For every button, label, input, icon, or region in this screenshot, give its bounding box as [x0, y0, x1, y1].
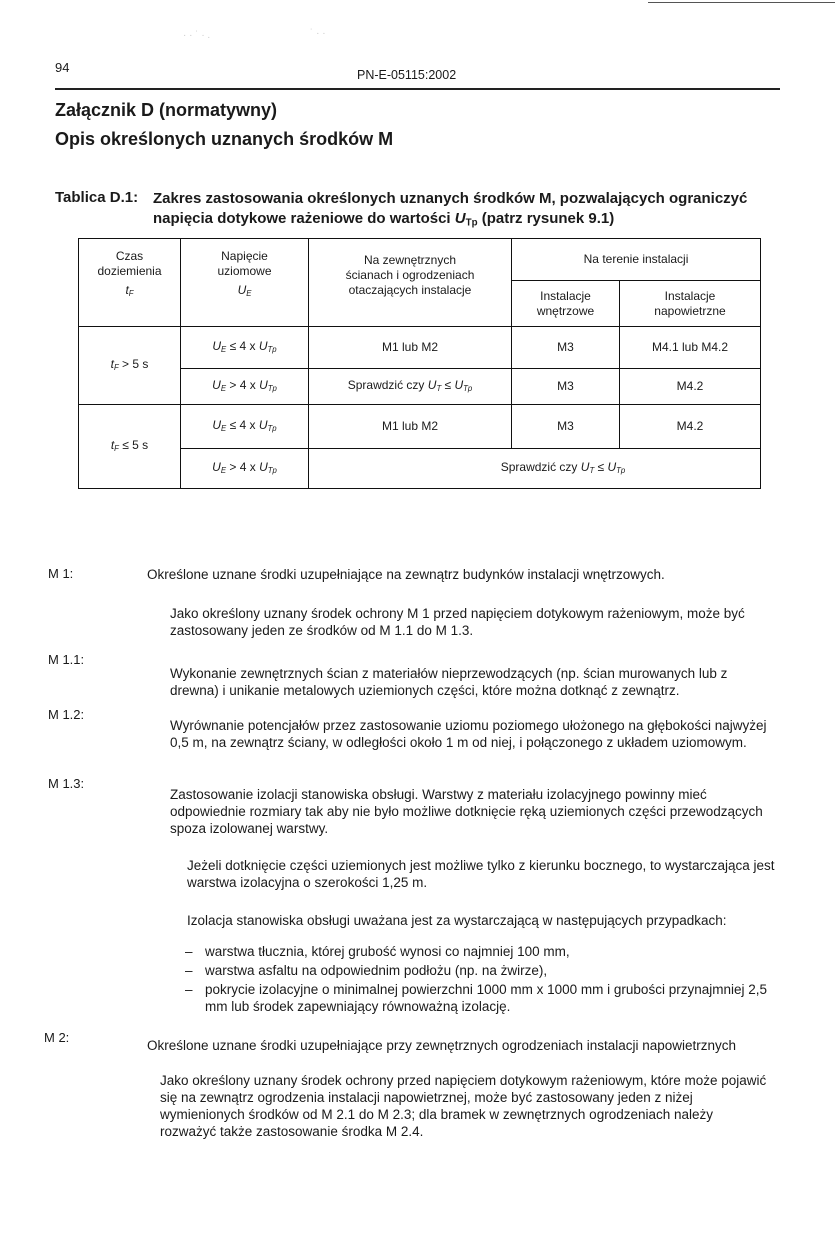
measures-table	[78, 238, 761, 489]
voltage-condition-cell: $U_E > 4$ x $U_{Tp}$	[181, 369, 309, 405]
header-instalacje-napowietrzne: Instalacje napowietrzne	[620, 281, 761, 327]
section-heading-m1: Określone uznane środki uzupełniające na zewnątrz budynków instalacji wnętrzowych.	[147, 567, 665, 582]
paragraph-m1-2: Wyrównanie potencjałów przez zastosowanie uziomu poziomego ułożonego na głębokości najwyżej 0,5 m, na zewnątrz ściany, w odległości około 1 m od niej, i połączonego z układem uziomowym.	[170, 718, 767, 750]
merged-check-cell: Sprawdzić czy $U_T \le U_{Tp}$	[309, 449, 761, 489]
outdoor-measure-cell: M4.2	[620, 405, 761, 449]
document-code: PN-E-05115:2002	[357, 68, 457, 82]
header-instalacje-wnetrzowe: Instalacje wnętrzowe	[512, 281, 620, 327]
header-teren-instalacji: Na terenie instalacji	[512, 239, 761, 281]
section-label-m1-2: M 1.2:	[48, 707, 85, 722]
table-row	[79, 405, 761, 449]
walls-measure-cell: Sprawdzić czy $U_T \le U_{Tp}$	[309, 369, 512, 405]
section-label-m2: M 2:	[44, 1030, 70, 1045]
list-item: – pokrycie izolacyjne o minimalnej powierzchni 1000 mm x 1000 mm i grubości przynajmniej 2,5 mm lub środek zapewniający równoważną izolację.	[185, 982, 767, 1014]
header-rule	[55, 88, 780, 90]
paragraph-m1-3-cases: Izolacja stanowiska obsługi uważana jest za wystarczającą w następujących przypadkach:	[187, 913, 727, 928]
list-item: – warstwa tłucznia, której grubość wynosi co najmniej 100 mm,	[185, 944, 570, 959]
scan-speckle: · · ˙ · .	[183, 30, 211, 41]
section-label-m1: M 1:	[48, 566, 74, 581]
indoor-measure-cell: M3	[512, 369, 620, 405]
scan-top-edge-line	[648, 2, 835, 3]
section-label-m1-1: M 1.1:	[48, 652, 85, 667]
walls-measure-cell: M1 lub M2	[309, 405, 512, 449]
section-heading-m2: Określone uznane środki uzupełniające przy zewnętrznych ogrodzeniach instalacji napowietrznych	[147, 1038, 737, 1053]
voltage-condition-cell: $U_E \le 4$ x $U_{Tp}$	[181, 405, 309, 449]
paragraph-m2-intro: Jako określony uznany środek ochrony przed napięciem dotykowym rażeniowym, które może pojawić się na zewnątrz ogrodzenia instalacji napowietrznej, może być zastosowany jeden z niżej wymienionych środków od M 2.1 do M 2.3; dla bramek w zewnętrznych ogrodzeniach należy rozważyć także zastosowanie środka M 2.4.	[160, 1073, 767, 1139]
section-label-m1-3: M 1.3:	[48, 776, 85, 791]
outdoor-measure-cell: M4.2	[620, 369, 761, 405]
paragraph-m1-1: Wykonanie zewnętrznych ścian z materiałów nieprzewodzących (np. ścian murowanych lub z drewna) i unikanie metalowych uziemionych części, które można dotknąć z zewnątrz.	[170, 666, 728, 698]
paragraph-m1-3-lateral: Jeżeli dotknięcie części uziemionych jest możliwe tylko z kierunku bocznego, to wystarczająca jest warstwa izolacyjna o szerokości 1,25 m.	[187, 858, 775, 890]
table-caption: Zakres zastosowania określonych uznanych środków M, pozwalających ograniczyć napięcia dotykowe rażeniowe do wartości $U_{Tp}$ (patrz rysunek 9.1)	[153, 190, 748, 229]
page-number: 94	[55, 60, 70, 75]
header-napiecie-uziomowe: Napięcie uziomowe $U_E$	[181, 239, 309, 327]
list-item: – warstwa asfaltu na odpowiednim podłożu (np. na żwirze),	[185, 963, 548, 978]
header-zewnetrzne-sciany: Na zewnętrznych ścianach i ogrodzeniach otaczających instalacje	[309, 239, 512, 327]
table-label: Tablica D.1:	[55, 189, 139, 206]
annex-title: Załącznik D (normatywny)	[55, 100, 278, 120]
walls-measure-cell: M1 lub M2	[309, 327, 512, 369]
annex-subtitle: Opis określonych uznanych środków M	[55, 129, 394, 149]
scan-speckle: ˙ · ·	[310, 28, 326, 39]
table-row	[79, 449, 761, 489]
table-row	[79, 327, 761, 369]
voltage-condition-cell: $U_E \le 4$ x $U_{Tp}$	[181, 327, 309, 369]
table-row	[79, 369, 761, 405]
time-condition-cell: $t_F > 5$ s	[79, 327, 181, 405]
paragraph-m1-intro: Jako określony uznany środek ochrony M 1 przed napięciem dotykowym rażeniowym, może być zastosowany jeden ze środków od M 1.1 do M 1.3.	[170, 606, 745, 638]
header-czas-doziemienia: Czas doziemienia $t_F$	[79, 239, 181, 327]
voltage-condition-cell: $U_E > 4$ x $U_{Tp}$	[181, 449, 309, 489]
time-condition-cell: $t_F \le 5$ s	[79, 405, 181, 489]
indoor-measure-cell: M3	[512, 405, 620, 449]
paragraph-m1-3: Zastosowanie izolacji stanowiska obsługi. Warstwy z materiału izolacyjnego powinny mieć odpowiednie rozmiary tak aby nie było możliwe dotknięcie ręką uziemionych części przewodzących spoza izolowanej warstwy.	[170, 787, 763, 836]
indoor-measure-cell: M3	[512, 327, 620, 369]
outdoor-measure-cell: M4.1 lub M4.2	[620, 327, 761, 369]
